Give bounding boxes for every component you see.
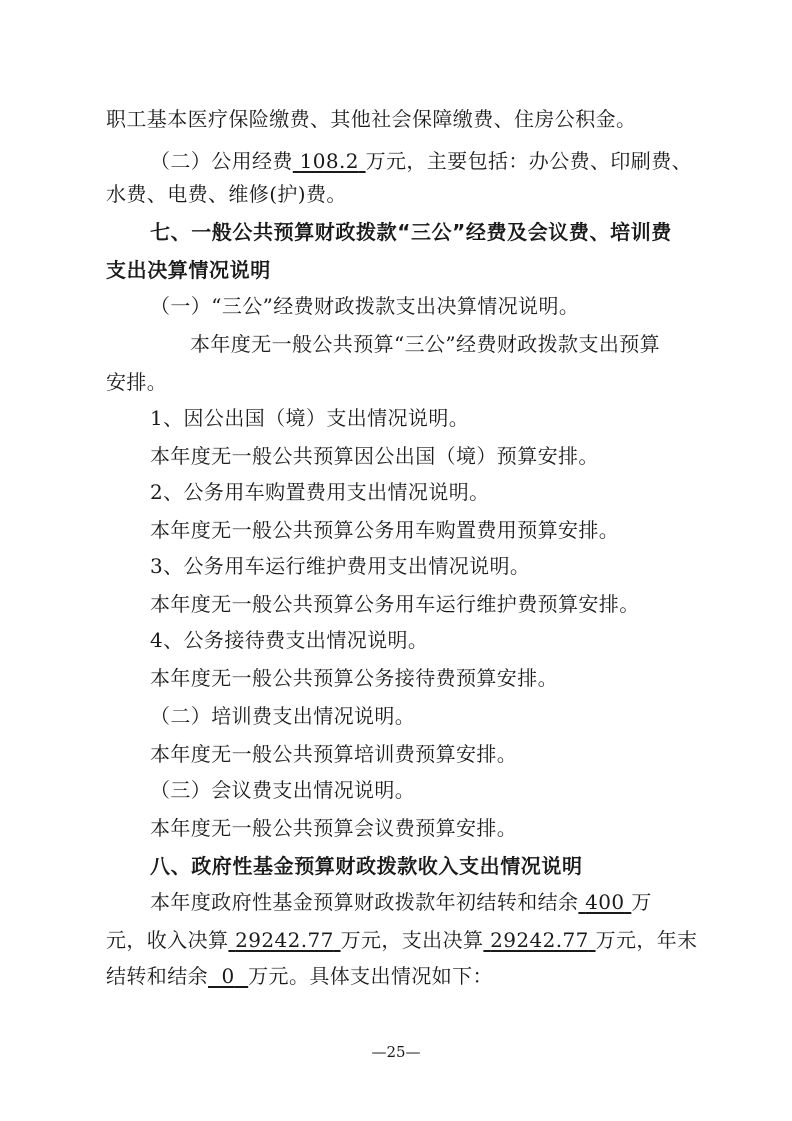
text-line: 本年度无一般公共预算公务接待费预算安排。 — [150, 666, 558, 690]
opening-balance-value: 400 — [585, 890, 625, 914]
item-heading: 4、公务接待费支出情况说明。 — [150, 628, 429, 652]
text-line: 本年度无一般公共预算会议费预算安排。 — [150, 816, 518, 840]
text-line: 本年度无一般公共预算公务用车购置费用预算安排。 — [150, 518, 620, 542]
text-line — [106, 962, 493, 990]
subsection-heading: （三）会议费支出情况说明。 — [150, 778, 416, 802]
closing-balance-value: 0 — [221, 964, 235, 988]
text-segment: 万元，主要包括：办公费、印刷费、 — [365, 149, 693, 173]
text-line — [106, 926, 698, 954]
subsection-heading: （一）“三公”经费财政拨款支出决算情况说明。 — [150, 294, 580, 318]
section-heading-8: 八、政府性基金预算财政拨款收入支出情况说明 — [150, 854, 583, 878]
text-segment: （二）公用经费 — [150, 149, 293, 173]
text-line: 安排。 — [106, 370, 168, 394]
item-heading: 1、因公出国（境）支出情况说明。 — [150, 406, 470, 430]
page-number: —25— — [371, 1043, 421, 1061]
text-segment: 万元，年末 — [595, 928, 698, 952]
text-segment: 万元，支出决算 — [340, 928, 484, 952]
subsection-heading: （二）培训费支出情况说明。 — [150, 704, 416, 728]
text-line: 本年度无一般公共预算培训费预算安排。 — [150, 742, 518, 766]
income-value: 29242.77 — [235, 928, 334, 952]
text-line: 水费、电费、维修(护)费。 — [106, 182, 347, 206]
text-segment: 结转和结余 — [106, 964, 208, 988]
text-line — [150, 147, 692, 175]
item-heading: 2、公务用车购置费用支出情况说明。 — [150, 480, 490, 504]
section-heading-7-cont: 支出决算情况说明 — [106, 258, 271, 282]
public-expense-value: 108.2 — [299, 149, 359, 173]
text-line: 职工基本医疗保险缴费、其他社会保障缴费、住房公积金。 — [106, 107, 637, 131]
text-segment: 本年度政府性基金预算财政拨款年初结转和结余 — [150, 890, 579, 914]
text-line: 本年度无一般公共预算“三公”经费财政拨款支出预算 — [190, 332, 661, 356]
text-line: 本年度无一般公共预算公务用车运行维护费预算安排。 — [150, 592, 640, 616]
text-line — [150, 888, 652, 916]
text-segment: 元，收入决算 — [106, 928, 229, 952]
section-heading-7: 七、一般公共预算财政拨款“三公”经费及会议费、培训费 — [150, 220, 672, 244]
text-segment: 万元。具体支出情况如下： — [248, 964, 493, 988]
text-segment: 万 — [631, 890, 652, 914]
item-heading: 3、公务用车运行维护费用支出情况说明。 — [150, 554, 531, 578]
text-line: 本年度无一般公共预算因公出国（境）预算安排。 — [150, 444, 599, 468]
expenditure-value: 29242.77 — [490, 928, 589, 952]
